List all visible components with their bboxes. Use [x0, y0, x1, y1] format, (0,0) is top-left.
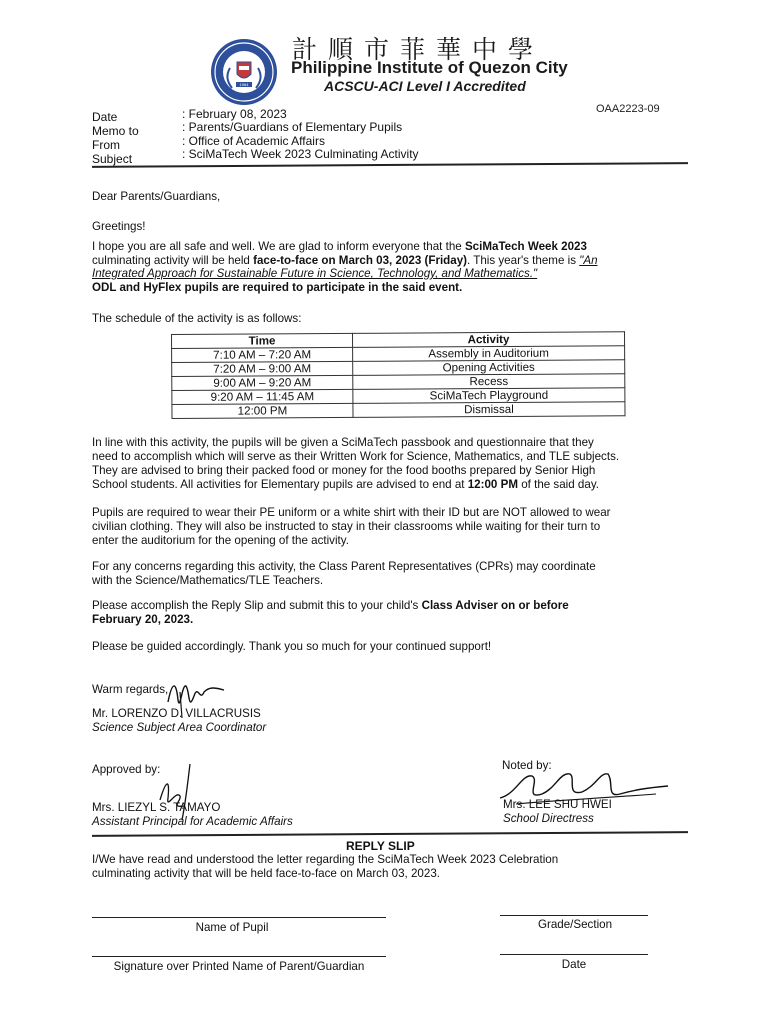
greeting: Greetings!	[92, 220, 146, 233]
header-divider	[92, 162, 688, 168]
warm-regards: Warm regards,	[92, 683, 169, 696]
paragraph-2-line-1: In line with this activity, the pupils will be given a SciMaTech passbook and questionnaire that they	[92, 436, 594, 449]
memo-to-label: Memo to	[92, 124, 139, 138]
schedule-table	[171, 331, 626, 419]
reply-slip-line-2: culminating activity that will be held face-to-face on March 03, 2023.	[92, 867, 440, 880]
paragraph-3-line-3: enter the auditorium for the opening of the activity.	[92, 534, 349, 547]
approved-by-label: Approved by:	[92, 763, 161, 776]
column-header-activity: Activity	[352, 332, 624, 348]
from-label: From	[92, 138, 120, 152]
paragraph-1-theme: Integrated Approach for Sustainable Future in Science, Technology, and Mathematics."	[92, 267, 538, 280]
pupil-name-label: Name of Pupil	[195, 921, 269, 934]
coordinator-name: Mr. LORENZO D. VILLACRUSIS	[92, 707, 261, 720]
accreditation-line: ACSCU-ACI Level I Accredited	[324, 78, 526, 94]
seal-year: 1964	[239, 82, 249, 88]
column-header-time: Time	[172, 333, 353, 348]
approver-title: Assistant Principal for Academic Affairs	[92, 815, 293, 828]
paragraph-5-deadline: February 20, 2023.	[92, 613, 194, 626]
date-value: : February 08, 2023	[182, 107, 287, 121]
directress-name: Mrs. LEE SHU HWEI	[503, 798, 612, 811]
parent-signature-blank[interactable]	[92, 956, 386, 957]
activity-cell: Assembly in Auditorium	[353, 346, 625, 362]
coordinator-title: Science Subject Area Coordinator	[92, 721, 267, 734]
activity-cell: Dismissal	[353, 402, 625, 418]
closing-remarks: Please be guided accordingly. Thank you so much for your continued support!	[92, 640, 492, 653]
noted-by-label: Noted by:	[502, 759, 552, 772]
paragraph-5-line-1: Please accomplish the Reply Slip and submit this to your child's Class Adviser on or before	[92, 599, 569, 612]
activity-cell: Recess	[353, 374, 625, 390]
reply-slip-line-1: I/We have read and understood the letter regarding the SciMaTech Week 2023 Celebration	[92, 853, 559, 866]
paragraph-1-line-1: I hope you are all safe and well. We are glad to inform everyone that the SciMaTech Week 2023	[92, 240, 587, 253]
paragraph-2-line-4: School students. All activities for Elementary pupils are advised to end at 12:00 PM of the said day.	[92, 478, 599, 491]
reference-code: OAA2223-09	[596, 103, 660, 115]
school-seal-logo	[210, 38, 278, 106]
school-name: Philippine Institute of Quezon City	[291, 58, 568, 77]
paragraph-4-line-2: with the Science/Mathematics/TLE Teachers.	[92, 574, 324, 587]
grade-section-label: Grade/Section	[537, 918, 613, 931]
date-blank[interactable]	[500, 954, 648, 955]
grade-section-blank[interactable]	[500, 915, 648, 916]
subject-label: Subject	[92, 152, 133, 166]
activity-cell: Opening Activities	[353, 360, 625, 376]
paragraph-3-line-1: Pupils are required to wear their PE uniform or a white shirt with their ID but are NOT allowed to wear	[92, 506, 611, 519]
directress-title: School Directress	[503, 812, 594, 825]
reply-slip-title: REPLY SLIP	[346, 839, 415, 853]
date-field-label: Date	[561, 958, 587, 971]
date-label: Date	[92, 110, 118, 124]
parent-signature-label: Signature over Printed Name of Parent/Guardian	[113, 960, 365, 973]
paragraph-2-line-3: They are advised to bring their packed food or money for the food booths prepared by Senior High	[92, 464, 596, 477]
paragraph-4-line-1: For any concerns regarding this activity, the Class Parent Representatives (CPRs) may coordinate	[92, 560, 596, 573]
time-cell: 9:00 AM – 9:20 AM	[172, 375, 353, 390]
paragraph-1-requirement: ODL and HyFlex pupils are required to participate in the said event.	[92, 281, 463, 294]
table-row	[172, 402, 625, 419]
memo-to-value: : Parents/Guardians of Elementary Pupils	[182, 120, 403, 134]
pupil-name-blank[interactable]	[92, 917, 386, 918]
approver-name: Mrs. LIEZYL S. TAMAYO	[92, 801, 221, 814]
paragraph-3-line-2: civilian clothing. They will also be instructed to stay in their classrooms while waiting for their turn to	[92, 520, 601, 533]
time-cell: 7:10 AM – 7:20 AM	[172, 347, 353, 362]
schedule-intro: The schedule of the activity is as follows:	[92, 312, 302, 325]
paragraph-2-line-2: need to accomplish which will serve as their Written Work for Science, Mathematics, and TLE subjects.	[92, 450, 620, 463]
from-value: : Office of Academic Affairs	[182, 134, 325, 148]
subject-value: : SciMaTech Week 2023 Culminating Activity	[182, 147, 419, 161]
salutation: Dear Parents/Guardians,	[92, 190, 221, 203]
time-cell: 7:20 AM – 9:00 AM	[172, 361, 353, 376]
time-cell: 9:20 AM – 11:45 AM	[172, 389, 353, 404]
activity-cell: SciMaTech Playground	[353, 388, 625, 404]
time-cell: 12:00 PM	[172, 403, 353, 418]
school-chinese-name: 計順市菲華中學	[292, 35, 545, 64]
paragraph-1-line-2: culminating activity will be held face-to-face on March 03, 2023 (Friday). This year's theme is "An	[92, 254, 598, 267]
